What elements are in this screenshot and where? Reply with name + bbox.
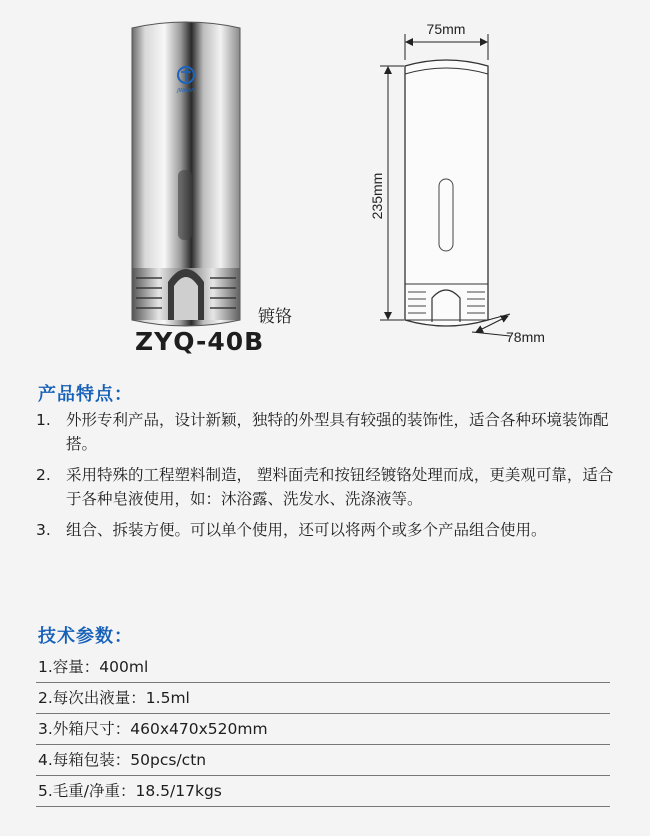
depth-dimension: 78mm xyxy=(506,329,545,344)
feature-number: 3. xyxy=(36,521,51,539)
finish-label: 镀铬 xyxy=(258,307,292,327)
feature-item xyxy=(36,518,626,542)
product-area xyxy=(0,0,650,370)
spec-list xyxy=(36,652,610,807)
spec-row-weight: 5.毛重/净重：18.5/17kgs xyxy=(36,776,610,807)
width-dimension: 75mm xyxy=(426,21,466,37)
logo-text: JINHAN xyxy=(177,88,195,94)
brand-logo-icon xyxy=(176,67,195,94)
feature-list xyxy=(36,408,626,549)
features-title: 产品特点： xyxy=(38,384,133,405)
feature-number: 1. xyxy=(36,411,51,429)
model-name: ZYQ-40B xyxy=(135,327,265,356)
spec-row-packing: 4.每箱包装：50pcs/ctn xyxy=(36,745,610,776)
feature-text: 采用特殊的工程塑料制造， 塑料面壳和按钮经镀铬处理而成，更美观可靠，适合于各种皂液使用，如：沐浴露、洗发水、洗涤液等。 xyxy=(66,466,614,508)
feature-item xyxy=(36,408,626,456)
feature-text: 组合、拆装方便。可以单个使用，还可以将两个或多个产品组合使用。 xyxy=(66,521,547,539)
spec-row-dose: 2.每次出液量：1.5ml xyxy=(36,683,610,714)
specs-title: 技术参数： xyxy=(38,626,133,647)
dimension-drawing xyxy=(360,14,560,344)
spec-row-capacity: 1.容量：400ml xyxy=(36,652,610,683)
feature-text: 外形专利产品，设计新颖，独特的外型具有较强的装饰性，适合各种环境装饰配搭。 xyxy=(66,411,609,453)
feature-item xyxy=(36,463,626,511)
dispenser-photo xyxy=(126,20,246,330)
height-dimension: 235mm xyxy=(369,172,385,220)
spec-row-carton-size: 3.外箱尺寸：460x470x520mm xyxy=(36,714,610,745)
feature-number: 2. xyxy=(36,466,51,484)
